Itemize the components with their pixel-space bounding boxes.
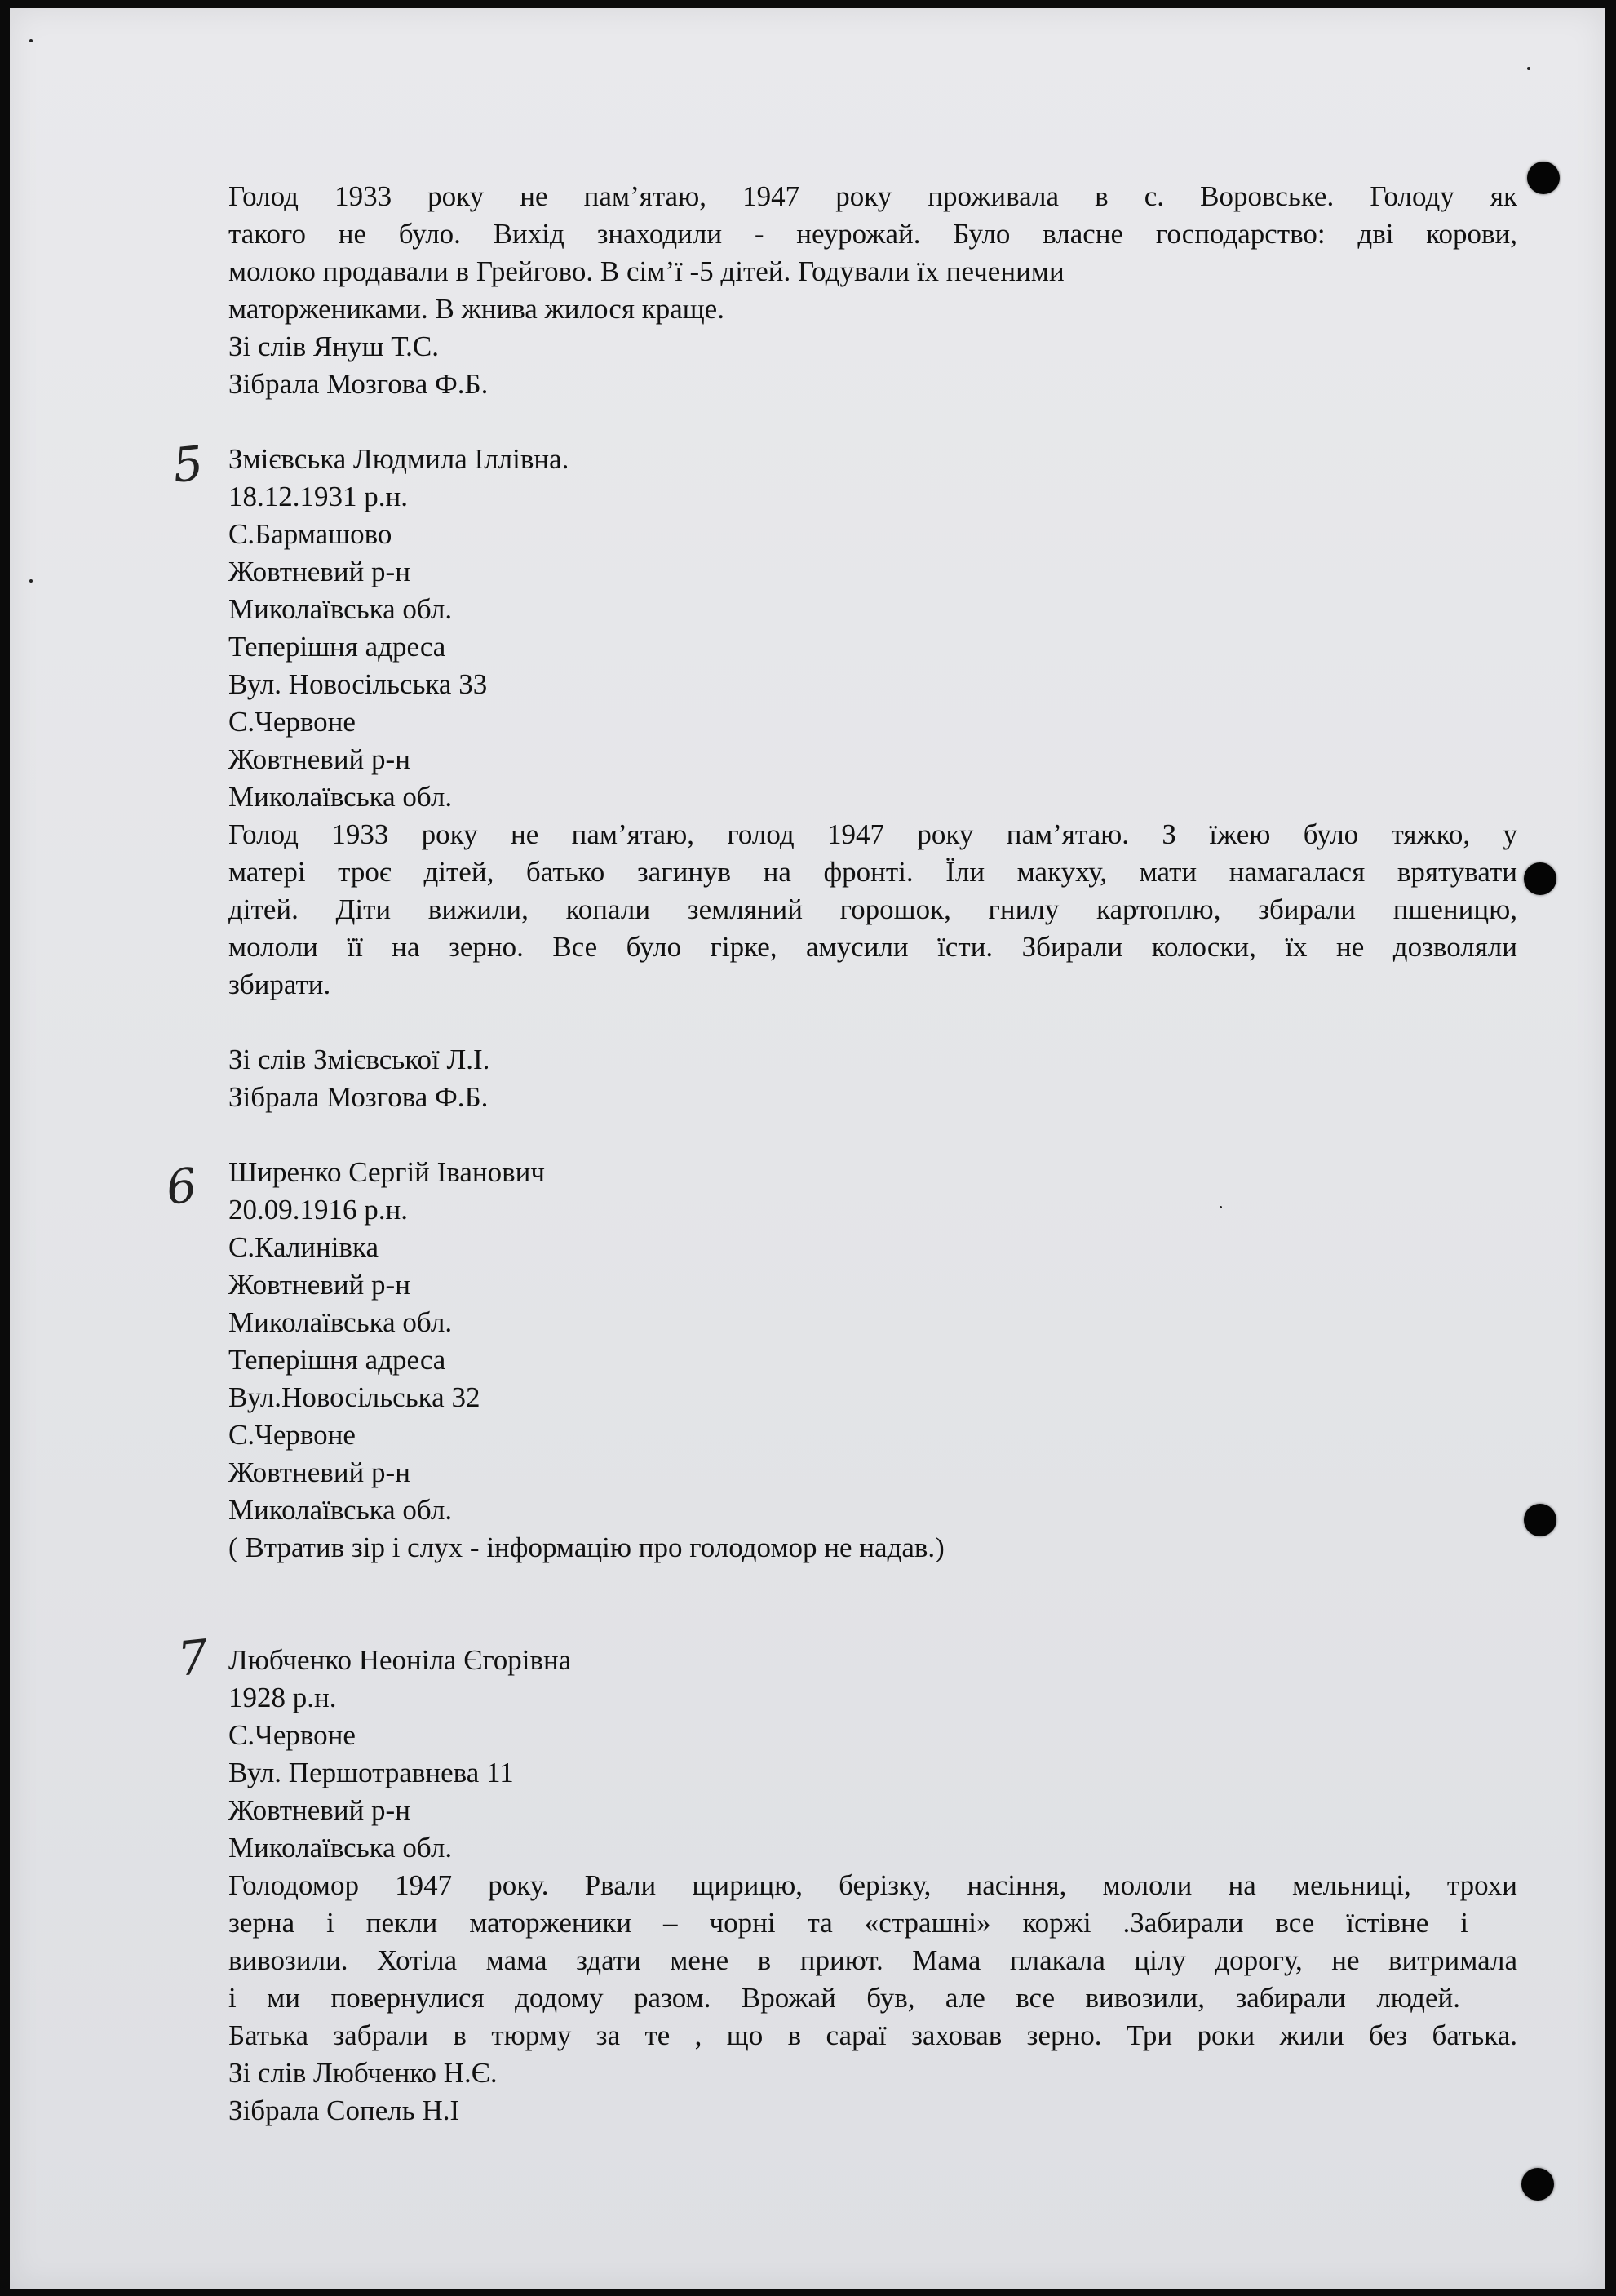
text-line: Вул. Новосільська 33 (228, 668, 488, 700)
text-line: Батька забрали в тюрму за те , що в сараї заховав зерно. Три роки жили без батька. (228, 2019, 1517, 2051)
text-line: С.Червоне (228, 1719, 356, 1751)
entry-block (228, 1642, 1517, 2130)
text-line: Миколаївська обл. (228, 593, 453, 625)
spacer (228, 1567, 1517, 1604)
text-line: Зібрала Сопель Н.І (228, 2094, 460, 2126)
text-line: Зібрала Мозгова Ф.Б. (228, 368, 489, 400)
text-line: зерна і пекли маторженики – чорні та «страшні» коржі .Забирали все їстівне і (228, 1907, 1468, 1939)
text-line: С.Бармашово (228, 518, 392, 550)
entry-block (228, 441, 1517, 1116)
spacer (228, 1604, 1517, 1642)
text-line: 1928 р.н. (228, 1682, 337, 1713)
punch-hole (1527, 162, 1560, 194)
text-line: С.Червоне (228, 1419, 356, 1451)
text-line: Голод 1933 року не пам’ятаю, 1947 року проживала в с. Воровське. Голоду як (228, 180, 1517, 212)
text-line: С.Червоне (228, 706, 356, 738)
text-line: ( Втратив зір і слух - інформацію про голодомор не надав.) (228, 1531, 945, 1563)
document-body (228, 178, 1517, 2130)
text-line: Миколаївська обл. (228, 1494, 453, 1526)
text-line: матері троє дітей, батько загинув на фронті. Їли макуху, мати намагалася врятувати (228, 856, 1517, 888)
text-line: Змієвська Людмила Іллівна. (228, 443, 569, 475)
text-line: 20.09.1916 р.н. (228, 1194, 408, 1226)
text-line: Ширенко Сергій Іванович (228, 1156, 545, 1188)
text-line: Миколаївська обл. (228, 1306, 453, 1338)
text-line: Зі слів Любченко Н.Є. (228, 2057, 498, 2089)
text-line: мололи її на зерно. Все було гірке, амусили їсти. Збирали колоски, їх не дозволяли (228, 931, 1517, 963)
spacer (228, 403, 1517, 441)
text-line: Теперішня адреса (228, 631, 446, 663)
text-line: вивозили. Хотіла мама здати мене в приют. Мама плакала цілу дорогу, не витримала (228, 1944, 1517, 1976)
speck (29, 39, 33, 42)
handwritten-entry-number: 5 (170, 435, 206, 494)
text-line: 18.12.1931 р.н. (228, 481, 408, 512)
text-line: Голод 1933 року не пам’ятаю, голод 1947 року пам’ятаю. З їжею було тяжко, у (228, 818, 1517, 850)
speck (29, 579, 33, 583)
text-line: збирати. (228, 968, 331, 1000)
text-line: Зібрала Мозгова Ф.Б. (228, 1081, 489, 1113)
text-line: Жовтневий р-н (228, 556, 410, 587)
text-line: Зі слів Змієвської Л.І. (228, 1044, 490, 1075)
text-line: Зі слів Януш Т.С. (228, 330, 440, 362)
text-line: Вул.Новосільська 32 (228, 1381, 480, 1413)
text-line: Жовтневий р-н (228, 1794, 410, 1826)
text-line (228, 1004, 1517, 1041)
text-line: Теперішня адреса (228, 1344, 446, 1376)
punch-hole (1521, 2168, 1554, 2201)
text-line: Жовтневий р-н (228, 1456, 410, 1488)
entry-block (228, 1154, 1517, 1567)
text-line: маторжениками. В жнива жилося краще. (228, 293, 724, 325)
entry-block (228, 178, 1517, 403)
text-line: Жовтневий р-н (228, 1269, 410, 1301)
text-line: Миколаївська обл. (228, 1832, 453, 1864)
handwritten-entry-number: 6 (163, 1157, 200, 1216)
text-line: Жовтневий р-н (228, 743, 410, 775)
punch-hole (1524, 1504, 1556, 1536)
punch-hole (1524, 862, 1556, 895)
text-line: Миколаївська обл. (228, 781, 453, 813)
handwritten-entry-number: 7 (175, 1629, 211, 1687)
text-line: такого не було. Вихід знаходили - неурожай. Було власне господарство: дві корови, (228, 218, 1517, 250)
text-line: і ми повернулися додому разом. Врожай був, але все вивозили, забирали людей. (228, 1982, 1460, 2014)
text-line: Любченко Неоніла Єгорівна (228, 1644, 572, 1676)
spacer (228, 1116, 1517, 1154)
text-line: Голодомор 1947 року. Рвали щирицю, берізку, насіння, мололи на мельниці, трохи (228, 1869, 1517, 1901)
text-line: дітей. Діти вижили, копали земляний горошок, гнилу картоплю, збирали пшеницю, (228, 893, 1517, 925)
text-line: Вул. Першотравнева 11 (228, 1757, 514, 1788)
text-line: молоко продавали в Грейгово. В сім’ї -5 дітей. Годували їх печеними (228, 255, 1065, 287)
text-line: С.Калинівка (228, 1231, 379, 1263)
speck (1527, 67, 1530, 70)
